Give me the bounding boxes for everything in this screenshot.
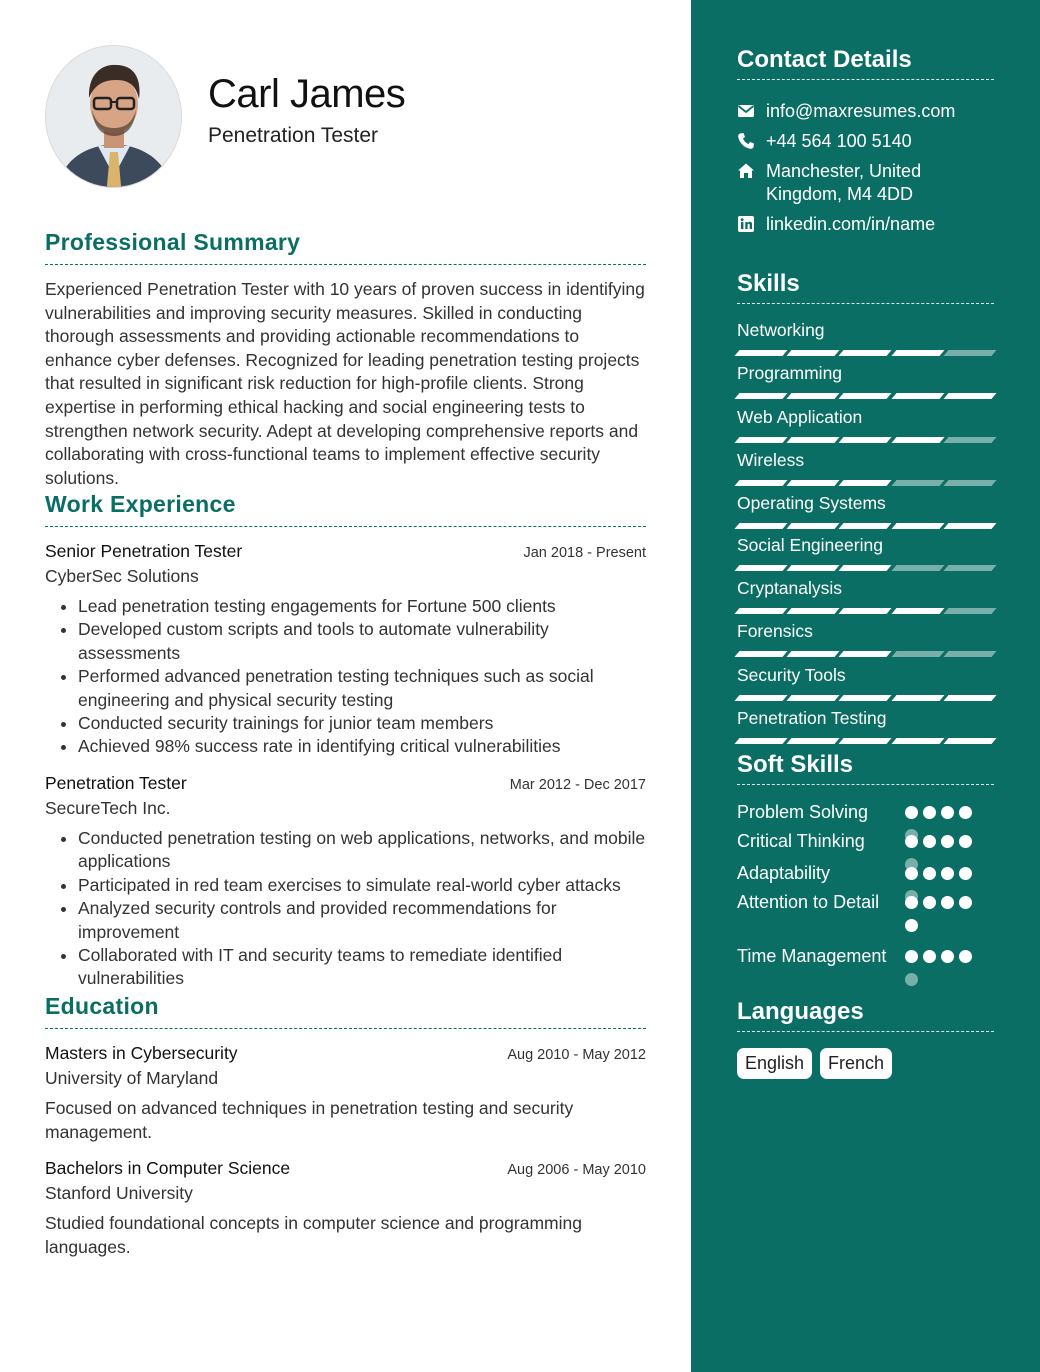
candidate-name: Carl James: [208, 72, 406, 116]
skill-name: Wireless: [737, 450, 805, 470]
job-date: Mar 2012 - Dec 2017: [509, 777, 646, 793]
linkedin-icon: [737, 215, 755, 233]
skill-level-segment: [943, 695, 996, 701]
section-title-soft-skills: Soft Skills: [737, 751, 994, 785]
skill-level-segment: [943, 565, 996, 571]
languages-list: [737, 1048, 892, 1079]
rating-dot: [923, 867, 936, 880]
skill-item: [737, 708, 994, 744]
skill-level-segment: [734, 565, 787, 571]
skill-item: [737, 320, 994, 356]
skill-level-segment: [891, 480, 944, 486]
skill-level-segment: [839, 651, 892, 657]
job-bullet: • Collaborated with IT and security teams to remediate identified vulnerabilities: [78, 944, 646, 991]
job-bullet: • Lead penetration testing engagements for Fortune 500 clients: [78, 595, 646, 618]
job-bullet: • Developed custom scripts and tools to automate vulnerability assessments: [78, 618, 646, 665]
skill-name: Operating Systems: [737, 493, 886, 513]
language-badge: English: [737, 1048, 812, 1079]
skill-level-segment: [734, 523, 787, 529]
rating-dot: [905, 950, 918, 963]
skill-level-segment: [787, 695, 840, 701]
section-title-skills: Skills: [737, 270, 994, 304]
skill-level-segment: [787, 480, 840, 486]
rating-dot: [923, 835, 936, 848]
skill-level-segment: [787, 608, 840, 614]
skill-name: Web Application: [737, 407, 863, 427]
job-entry: [45, 541, 646, 759]
section-title-languages: Languages: [737, 998, 994, 1032]
skill-level-segment: [734, 393, 787, 399]
skill-level-segment: [943, 738, 996, 744]
education-school: Stanford University: [45, 1183, 193, 1203]
rating-dot: [905, 867, 918, 880]
education-school: University of Maryland: [45, 1068, 219, 1088]
skill-level-bar: [737, 350, 994, 356]
rating-dot: [923, 950, 936, 963]
skill-level-segment: [787, 393, 840, 399]
contact-address: [737, 160, 997, 206]
rating-dot: [905, 835, 918, 848]
linkedin-text[interactable]: linkedin.com/in/name: [766, 214, 936, 234]
skill-level-segment: [839, 480, 892, 486]
rating-dot: [905, 919, 918, 932]
skill-level-segment: [787, 651, 840, 657]
skill-level-segment: [787, 738, 840, 744]
education-description: Focused on advanced techniques in penetration testing and security management.: [45, 1098, 574, 1142]
skill-level-segment: [734, 651, 787, 657]
job-bullet: • Conducted penetration testing on web applications, networks, and mobile applications: [78, 827, 646, 874]
skill-level-segment: [943, 437, 996, 443]
skill-level-bar: [737, 738, 994, 744]
rating-dot: [905, 973, 918, 986]
soft-skill-name: Critical Thinking: [737, 831, 865, 851]
contact-email[interactable]: [737, 100, 997, 123]
skill-level-bar: [737, 393, 994, 399]
skill-level-segment: [839, 350, 892, 356]
skill-name: Programming: [737, 363, 843, 383]
skill-name: Penetration Testing: [737, 708, 887, 728]
phone-icon: [737, 132, 755, 150]
skill-level-segment: [943, 350, 996, 356]
skill-level-bar: [737, 523, 994, 529]
skill-level-segment: [891, 393, 944, 399]
skill-name: Social Engineering: [737, 535, 883, 555]
rating-dot: [941, 896, 954, 909]
rating-dot: [923, 896, 936, 909]
skill-level-segment: [839, 565, 892, 571]
job-bullets: [45, 595, 646, 759]
email-text[interactable]: info@maxresumes.com: [766, 101, 956, 121]
education-degree: Masters in Cybersecurity: [45, 1043, 238, 1063]
rating-dot: [959, 950, 972, 963]
summary-text: Experienced Penetration Tester with 10 years of proven success in identifying vulnerabilities and improving security measures. Skilled in conducting thorough assessments and providing actionable recommendations to enhance cyber defenses. Recognized for leading penetration testing projects that resulted in significant risk reduction for high-profile clients. Strong expertise in performing ethical hacking and social engineering tests to strengthen network security. Adept at developing comprehensive reports and collaborating with cross-functional teams to implement effective security solutions.: [45, 279, 645, 488]
skill-item: [737, 407, 994, 443]
skill-level-segment: [734, 480, 787, 486]
rating-dot: [941, 806, 954, 819]
skill-level-bar: [737, 565, 994, 571]
skill-level-segment: [734, 695, 787, 701]
skill-level-bar: [737, 608, 994, 614]
job-company: SecureTech Inc.: [45, 798, 171, 818]
skill-level-segment: [891, 738, 944, 744]
sidebar: [691, 0, 1040, 1372]
skill-item: [737, 450, 994, 486]
job-role: Penetration Tester: [45, 773, 187, 793]
skill-level-segment: [734, 738, 787, 744]
skill-name: Cryptanalysis: [737, 578, 843, 598]
job-role: Senior Penetration Tester: [45, 541, 243, 561]
skill-level-segment: [839, 608, 892, 614]
job-date: Jan 2018 - Present: [523, 545, 646, 561]
rating-dot: [959, 867, 972, 880]
skill-level-segment: [839, 695, 892, 701]
skill-level-bar: [737, 695, 994, 701]
skill-level-segment: [839, 738, 892, 744]
education-entry: [45, 1043, 646, 1144]
job-entry: [45, 773, 646, 991]
skill-level-segment: [943, 608, 996, 614]
skill-level-segment: [839, 437, 892, 443]
skill-item: [737, 578, 994, 614]
skill-level-segment: [839, 393, 892, 399]
skill-level-segment: [787, 350, 840, 356]
rating-dot: [941, 950, 954, 963]
job-bullet: • Conducted security trainings for junior team members: [78, 712, 646, 735]
education-date: Aug 2010 - May 2012: [507, 1047, 646, 1063]
contact-linkedin[interactable]: [737, 213, 997, 236]
skill-level-bar: [737, 651, 994, 657]
job-bullet: • Achieved 98% success rate in identifying critical vulnerabilities: [78, 735, 646, 758]
education-date: Aug 2006 - May 2010: [507, 1162, 646, 1178]
skill-level-segment: [891, 565, 944, 571]
education-entry: [45, 1158, 646, 1259]
skill-name: Forensics: [737, 621, 813, 641]
job-company: CyberSec Solutions: [45, 566, 199, 586]
skill-item: [737, 665, 994, 701]
section-title-education: Education: [45, 993, 646, 1029]
skill-level-segment: [891, 437, 944, 443]
skill-level-segment: [891, 350, 944, 356]
job-bullet: • Participated in red team exercises to simulate real-world cyber attacks: [78, 874, 646, 897]
skill-level-segment: [787, 523, 840, 529]
phone-text[interactable]: +44 564 100 5140: [766, 131, 912, 151]
language-badge: French: [820, 1048, 892, 1079]
skill-level-segment: [943, 480, 996, 486]
skill-level-segment: [734, 350, 787, 356]
candidate-title: Penetration Tester: [208, 124, 379, 147]
education-degree: Bachelors in Computer Science: [45, 1158, 291, 1178]
envelope-icon: [737, 102, 755, 120]
skill-level-segment: [943, 523, 996, 529]
skill-name: Networking: [737, 320, 825, 340]
soft-skill-name: Time Management: [737, 946, 887, 966]
skill-level-bar: [737, 480, 994, 486]
rating-dot: [959, 835, 972, 848]
job-bullet: • Analyzed security controls and provided recommendations for improvement: [78, 897, 646, 944]
rating-dot: [941, 867, 954, 880]
skill-level-segment: [891, 695, 944, 701]
profile-photo: [45, 45, 182, 188]
skill-level-segment: [839, 523, 892, 529]
skill-item: [737, 493, 994, 529]
job-bullets: [45, 827, 646, 991]
section-title-experience: Work Experience: [45, 491, 646, 527]
skill-level-segment: [787, 565, 840, 571]
skill-item: [737, 363, 994, 399]
skill-item: [737, 535, 994, 571]
job-bullet: • Performed advanced penetration testing techniques such as social engineering and physical security testing: [78, 665, 646, 712]
rating-dot: [959, 806, 972, 819]
skill-level-segment: [787, 437, 840, 443]
section-title-summary: Professional Summary: [45, 229, 646, 265]
soft-skill-name: Problem Solving: [737, 802, 869, 822]
skill-level-bar: [737, 437, 994, 443]
rating-dot: [905, 896, 918, 909]
soft-skill-name: Adaptability: [737, 863, 831, 883]
skill-level-segment: [734, 437, 787, 443]
address-text: Manchester, United Kingdom, M4 4DD: [766, 161, 922, 204]
skill-level-segment: [891, 608, 944, 614]
section-title-contact: Contact Details: [737, 46, 994, 80]
home-icon: [737, 162, 755, 180]
person-portrait-icon: [46, 46, 182, 188]
skill-level-segment: [891, 651, 944, 657]
rating-dot: [905, 806, 918, 819]
skill-level-segment: [891, 523, 944, 529]
education-description: Studied foundational concepts in computer science and programming languages.: [45, 1213, 582, 1257]
contact-phone[interactable]: [737, 130, 997, 153]
skill-level-segment: [734, 608, 787, 614]
skill-item: [737, 621, 994, 657]
rating-dot: [923, 806, 936, 819]
skill-level-segment: [943, 393, 996, 399]
soft-skill-name: Attention to Detail: [737, 892, 880, 912]
rating-dot: [941, 835, 954, 848]
rating-dot: [959, 896, 972, 909]
skill-level-segment: [943, 651, 996, 657]
skill-name: Security Tools: [737, 665, 846, 685]
